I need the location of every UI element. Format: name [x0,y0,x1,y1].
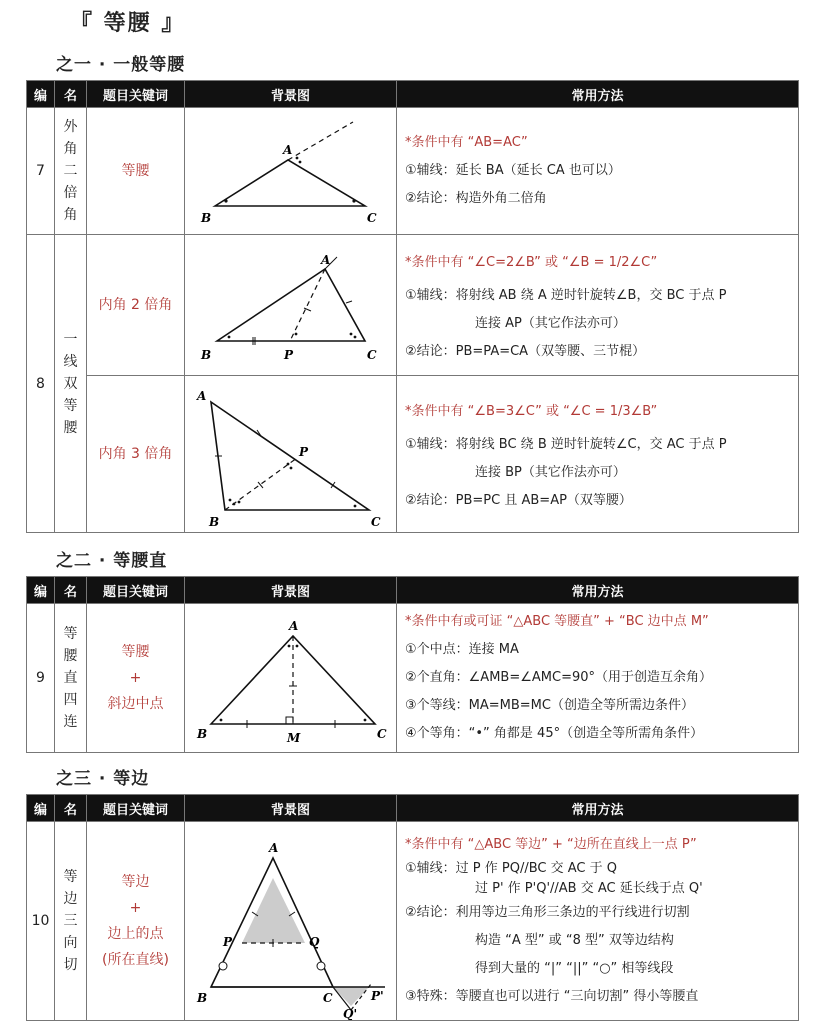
header-method: 常用方法 [397,81,799,108]
figure-10 [185,822,397,1021]
method-10 [397,822,799,1021]
header-row [27,577,799,604]
method-line: ③特殊：等腰直也可以进行 “三向切割” 得小等腰直 [405,989,699,1004]
row-num: 9 [27,604,55,753]
label-b: B [201,211,212,225]
row-keyword: 内角 2 倍角 [87,235,185,376]
table-section-1 [26,80,799,533]
row-name-text: 外角二倍角 [63,119,78,223]
keyword-line: 等边 [121,874,150,890]
header-figure: 背景图 [185,795,397,822]
label-a: A [321,253,331,267]
method-line: ①个中点：连接 MA [405,642,519,657]
method-line: ②结论：PB=PA=CA（双等腰、三节棍） [405,344,646,359]
table-row-8b [27,376,799,533]
keyword-line: + [129,900,142,916]
section-title-2: 之二 · 等腰直 [56,551,168,571]
method-line: ②结论：利用等边三角形三条边的平行线进行切割 [405,905,690,920]
method-line: ②结论：构造外角二倍角 [405,191,547,206]
method-7 [397,108,799,235]
method-line: ①辅线：将射线 AB 绕 A 逆时针旋转∠B，交 BC 于点 P [405,288,727,303]
label-q-prime: Q' [343,1007,358,1020]
label-p: P [299,445,309,459]
row-keyword: 内角 3 倍角 [87,376,185,533]
method-line: *条件中有 “AB=AC” [405,135,528,150]
keyword-line: (所在直线) [102,952,169,968]
header-keyword: 题目关键词 [87,577,185,604]
label-p: P [284,348,294,362]
row-name [55,108,87,235]
table-section-2 [26,576,799,753]
label-a: A [269,841,279,855]
row-keyword: 等腰 [87,108,185,235]
label-p-prime: P' [371,989,384,1003]
figure-9 [185,604,397,753]
figure-8a-svg [185,235,397,375]
figure-7 [185,108,397,235]
header-method: 常用方法 [397,795,799,822]
header-keyword: 题目关键词 [87,795,185,822]
figure-8b [185,376,397,533]
header-figure: 背景图 [185,81,397,108]
row-name-text: 等腰直四连 [63,626,78,730]
header-num: 编 [27,81,55,108]
table-section-3 [26,794,799,1021]
label-b: B [201,348,212,362]
method-line: 过 P' 作 P'Q'//AB 交 AC 延长线于点 Q' [475,881,703,896]
row-num: 8 [27,235,55,533]
label-c: C [371,515,381,529]
label-a: A [197,389,207,403]
table-row-7 [27,108,799,235]
header-name: 名 [55,577,87,604]
method-line: ④个等角：“•” 角都是 45°（创造全等所需角条件） [405,726,704,741]
figure-9-svg [185,604,397,752]
row-name-text: 等边三向切 [63,869,78,973]
keyword-line: 等腰 [121,644,150,660]
figure-8a [185,235,397,376]
method-line: *条件中有 “△ABC 等边” + “边所在直线上一点 P” [405,837,697,852]
section-title-3: 之三 · 等边 [56,769,150,789]
page-title: 『 等腰 』 [70,11,186,36]
row-keyword [87,822,185,1021]
header-name: 名 [55,81,87,108]
method-9 [397,604,799,753]
label-m: M [287,731,301,745]
label-q: Q [309,935,320,949]
row-name [55,235,87,533]
method-line: ①辅线：延长 BA（延长 CA 也可以） [405,163,621,178]
method-line: *条件中有 “∠C=2∠B” 或 “∠B = 1/2∠C” [405,255,658,270]
header-row [27,795,799,822]
row-name [55,822,87,1021]
row-keyword [87,604,185,753]
method-line: ①辅线：将射线 BC 绕 B 逆时针旋转∠C，交 AC 于点 P [405,437,727,452]
row-name-text: 一线双等腰 [63,331,78,436]
table-row-9 [27,604,799,753]
figure-7-svg [185,108,397,234]
row-name [55,604,87,753]
method-line: ①辅线：过 P 作 PQ//BC 交 AC 于 Q [405,861,617,876]
method-line: 构造 “A 型” 或 “8 型” 双等边结构 [475,933,674,948]
method-8a [397,235,799,376]
section-title-1: 之一 · 一般等腰 [56,55,186,75]
header-method: 常用方法 [397,577,799,604]
figure-8b-svg [185,376,397,532]
label-c: C [367,211,377,225]
header-name: 名 [55,795,87,822]
method-line: *条件中有 “∠B=3∠C” 或 “∠C = 1/3∠B” [405,404,658,419]
table-row-10 [27,822,799,1021]
method-line: *条件中有或可证 “△ABC 等腰直” + “BC 边中点 M” [405,614,709,629]
keyword-line: 斜边中点 [107,696,164,712]
label-c: C [377,727,387,741]
header-num: 编 [27,577,55,604]
label-a: A [283,143,293,157]
keyword-line: + [129,670,142,686]
header-row [27,81,799,108]
method-line: ③个等线：MA=MB=MC（创造全等所需边条件） [405,698,694,713]
method-line: ②结论：PB=PC 且 AB=AP（双等腰） [405,493,632,508]
label-b: B [209,515,220,529]
label-c: C [367,348,377,362]
figure-10-svg [185,822,397,1020]
row-num: 10 [27,822,55,1021]
header-num: 编 [27,795,55,822]
header-figure: 背景图 [185,577,397,604]
method-8b [397,376,799,533]
table-row-8a [27,235,799,376]
method-line: 得到大量的 “|” “||” “○” 相等线段 [475,961,674,976]
label-a: A [289,619,299,633]
row-num: 7 [27,108,55,235]
label-p: P [223,935,233,949]
label-b: B [197,991,208,1005]
keyword-line: 边上的点 [107,926,164,942]
label-c: C [323,991,333,1005]
label-b: B [197,727,208,741]
method-line: ②个直角：∠AMB=∠AMC=90°（用于创造互余角） [405,670,713,685]
method-line: 连接 BP（其它作法亦可） [475,465,626,480]
method-line: 连接 AP（其它作法亦可） [475,316,626,331]
header-keyword: 题目关键词 [87,81,185,108]
